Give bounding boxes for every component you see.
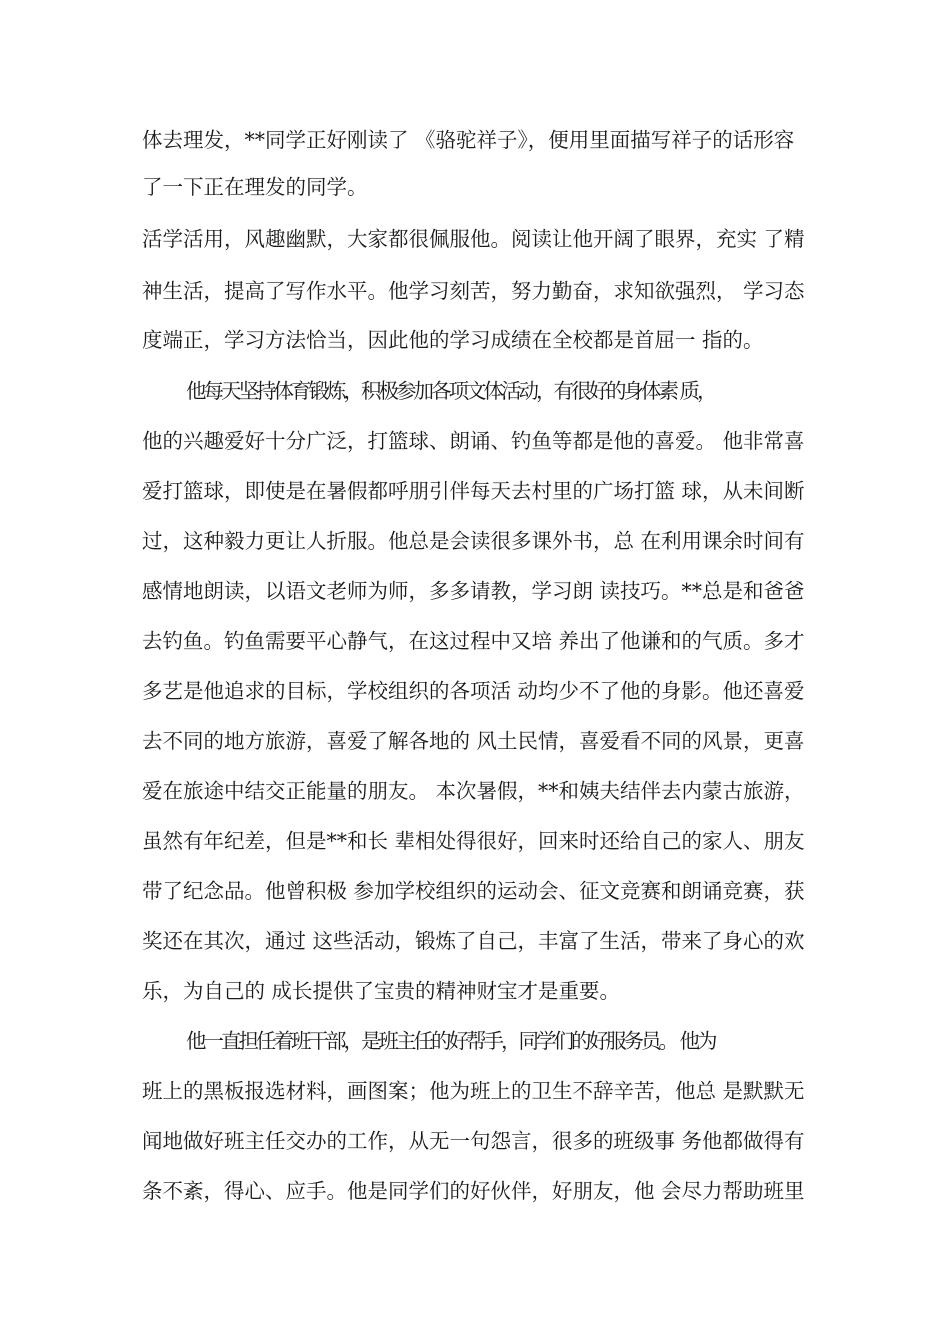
- text-line: 去钓鱼。钓鱼需要平心静气，在这过程中又培 养出了他谦和的气质。多才: [142, 629, 805, 653]
- text-line: 爱在旅途中结交正能量的朋友。 本次暑假，**和姨夫结伴去内蒙古旅游，: [142, 779, 805, 803]
- text-line: 他一直担任着班干部，是班主任的好帮手，同学们的好服务员。 他为: [186, 1029, 715, 1053]
- text-line: 他的兴趣爱好十分广泛，打篮球、朗诵、钓鱼等都是他的喜爱。 他非常喜: [142, 429, 805, 453]
- text-line: 了一下正在理发的同学。: [142, 175, 368, 199]
- text-line: 虽然有年纪差，但是**和长 辈相处得很好，回来时还给自己的家人、朋友: [142, 829, 805, 853]
- text-line: 班上的黑板报选材料，画图案；他为班上的卫生不辞辛苦，他总 是默默无: [142, 1079, 805, 1103]
- text-line: 活学活用，风趣幽默，大家都很佩服他。阅读让他开阔了眼界，充实 了精: [142, 227, 805, 251]
- text-line: 条不紊，得心、应手。他是同学们的好伙伴，好朋友，他 会尽力帮助班里: [142, 1179, 805, 1203]
- text-line: 感情地朗读，以语文老师为师，多多请教，学习朗 读技巧。**总是和爸爸: [142, 579, 805, 603]
- text-line: 爱打篮球，即使是在暑假都呼朋引伴每天去村里的广场打篮 球，从未间断: [142, 479, 805, 503]
- text-line: 神生活，提高了写作水平。他学习刻苦，努力勤奋，求知欲强烈， 学习态: [142, 279, 805, 303]
- text-line: 体去理发，**同学正好刚读了 《骆驼祥子》，便用里面描写祥子的话形容: [142, 128, 795, 152]
- text-line: 去不同的地方旅游，喜爱了解各地的 风土民情，喜爱看不同的风景，更喜: [142, 729, 805, 753]
- text-line: 乐，为自己的 成长提供了宝贵的精神财宝才是重要。: [142, 979, 621, 1003]
- text-line: 度端正，学习方法恰当，因此他的学习成绩在全校都是首屈一 指的。: [142, 328, 764, 352]
- text-line: 带了纪念品。他曾积极 参加学校组织的运动会、征文竞赛和朗诵竞赛，获: [142, 879, 805, 903]
- text-line: 闻地做好班主任交办的工作，从无一句怨言，很多的班级事 务他都做得有: [142, 1129, 805, 1153]
- text-line: 他每天坚持体育锻炼，积极参加各项文体活动，有很好的身体素 质，: [186, 379, 715, 403]
- text-line: 奖还在其次，通过 这些活动，锻炼了自己，丰富了生活，带来了身心的欢: [142, 929, 805, 953]
- text-line: 多艺是他追求的目标，学校组织的各项活 动均少不了他的身影。他还喜爱: [142, 679, 805, 703]
- text-line: 过，这种毅力更让人折服。他总是会读很多课外书，总 在利用课余时间有: [142, 529, 805, 553]
